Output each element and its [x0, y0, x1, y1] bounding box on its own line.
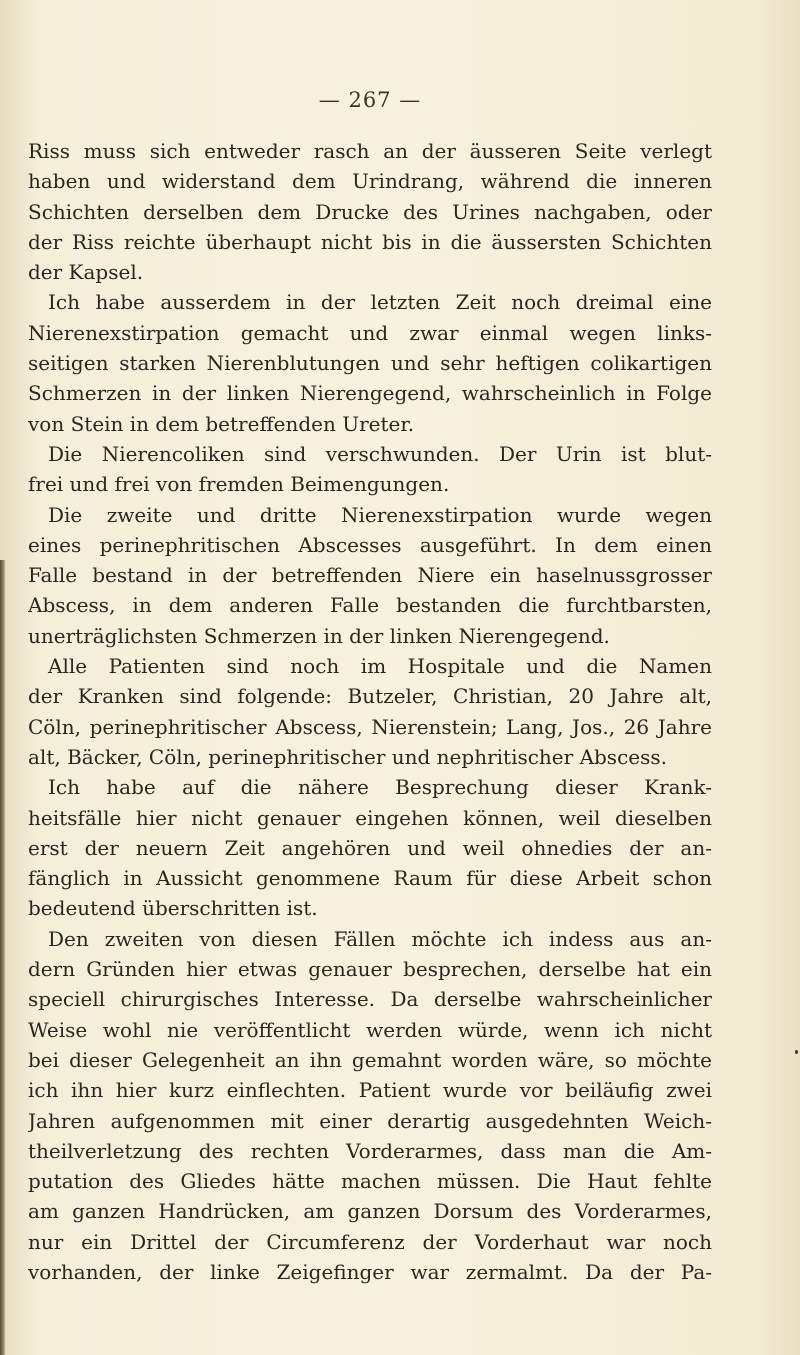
text-line: eines perinephritischen Abscesses ausgeführt. In dem einen: [28, 532, 712, 557]
text-line: alt, Bäcker, Cöln, perinephritischer und nephritischer Abscess.: [28, 744, 667, 769]
text-line: speciell chirurgisches Interesse. Da derselbe wahrscheinlicher: [28, 987, 712, 1012]
text-line: der Kapsel.: [28, 260, 144, 285]
text-line: Schichten derselben dem Drucke des Urines nachgaben, oder: [28, 199, 712, 224]
text-line: Cöln, perinephritischer Abscess, Nierenstein; Lang, Jos., 26 Jahre: [28, 714, 712, 739]
text-line: der Riss reichte überhaupt nicht bis in die äussersten Schichten: [28, 229, 712, 254]
text-line: Die zweite und dritte Nierenexstirpation wurde wegen: [48, 502, 712, 527]
text-line: seitigen starken Nierenblutungen und sehr heftigen colikartigen: [28, 351, 712, 376]
body-text: [28, 136, 712, 1287]
text-line: bei dieser Gelegenheit an ihn gemahnt worden wäre, so möchte: [28, 1047, 712, 1072]
text-line: theilverletzung des rechten Vorderarmes, dass man die Am-: [28, 1138, 712, 1163]
text-line: frei und frei von fremden Beimengungen.: [28, 472, 450, 497]
text-line: Weise wohl nie veröffentlicht werden würde, wenn ich nicht: [28, 1017, 712, 1042]
text-line: Ich habe ausserdem in der letzten Zeit noch dreimal eine: [48, 290, 712, 315]
text-line: Abscess, in dem anderen Falle bestanden die furchtbarsten,: [28, 593, 712, 618]
ink-spot: [795, 1050, 798, 1054]
text-line: Nierenexstirpation gemacht und zwar einmal wegen links-: [28, 320, 712, 345]
text-line: Die Nierencoliken sind verschwunden. Der Urin ist blut-: [48, 441, 712, 466]
text-line: nur ein Drittel der Circumferenz der Vorderhaut war noch: [28, 1229, 712, 1254]
text-line: unerträglichsten Schmerzen in der linken Nierengegend.: [28, 623, 610, 648]
text-line: Ich habe auf die nähere Besprechung dieser Krank-: [48, 775, 712, 800]
text-line: erst der neuern Zeit angehören und weil ohnedies der an-: [28, 835, 712, 860]
text-line: Den zweiten von diesen Fällen möchte ich indess aus an-: [48, 926, 712, 951]
text-line: putation des Gliedes hätte machen müssen. Die Haut fehlte: [28, 1169, 712, 1194]
page-number: — 267 —: [318, 88, 422, 112]
page-binding-edge: [0, 560, 6, 1355]
text-line: der Kranken sind folgende: Butzeler, Christian, 20 Jahre alt,: [28, 684, 712, 709]
text-line: haben und widerstand dem Urindrang, während die inneren: [28, 169, 712, 194]
text-line: Falle bestand in der betreffenden Niere ein haselnussgrosser: [28, 563, 712, 588]
text-line: vorhanden, der linke Zeigefinger war zermalmt. Da der Pa-: [28, 1259, 712, 1284]
text-line: Schmerzen in der linken Nierengegend, wahrscheinlich in Folge: [28, 381, 712, 406]
text-line: bedeutend überschritten ist.: [28, 896, 318, 921]
text-line: dern Gründen hier etwas genauer besprechen, derselbe hat ein: [28, 957, 712, 982]
text-line: von Stein in dem betreffenden Ureter.: [28, 411, 415, 436]
text-line: fänglich in Aussicht genommene Raum für diese Arbeit schon: [28, 866, 712, 891]
text-line: ich ihn hier kurz einflechten. Patient wurde vor beiläufig zwei: [28, 1078, 712, 1103]
text-line: heitsfälle hier nicht genauer eingehen können, weil dieselben: [28, 805, 712, 830]
text-line: Jahren aufgenommen mit einer derartig ausgedehnten Weich-: [28, 1108, 712, 1133]
text-line: Alle Patienten sind noch im Hospitale und die Namen: [48, 654, 712, 679]
text-line: Riss muss sich entweder rasch an der äusseren Seite verlegt: [28, 139, 712, 163]
text-line: am ganzen Handrücken, am ganzen Dorsum des Vorderarmes,: [28, 1199, 712, 1224]
